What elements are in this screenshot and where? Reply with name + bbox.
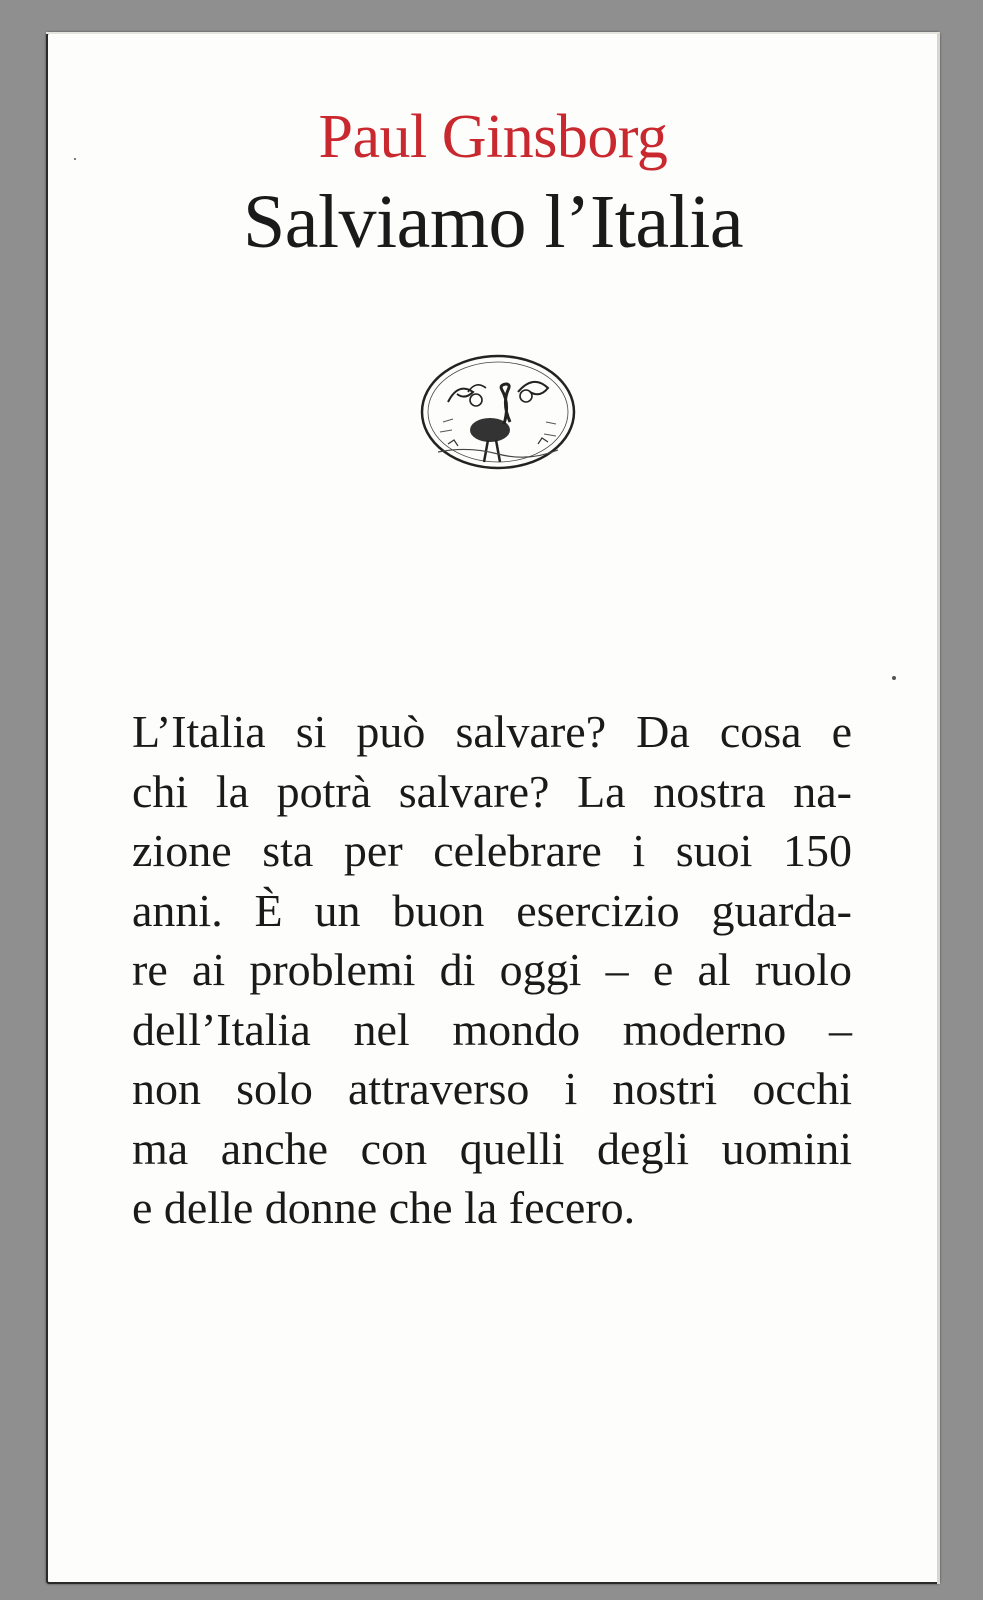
blurb-line: L’Italia si può salvare? Da cosa e bbox=[132, 706, 852, 757]
blurb-line: zione sta per celebrare i suoi 150 bbox=[132, 825, 852, 876]
blurb-line: e delle donne che la fecero. bbox=[132, 1182, 636, 1233]
blurb-line: non solo attraverso i nostri occhi bbox=[132, 1063, 852, 1114]
publisher-ostrich-emblem-icon bbox=[418, 352, 578, 472]
author-name: Paul Ginsborg bbox=[318, 103, 668, 171]
book-cover bbox=[46, 32, 940, 1584]
blurb-line: re ai problemi di oggi – e al ruolo bbox=[132, 944, 852, 995]
blurb-line: ma anche con quelli degli uomini bbox=[132, 1122, 852, 1174]
blurb-text bbox=[132, 702, 852, 1238]
paper-speck bbox=[892, 676, 896, 680]
paper-speck bbox=[74, 158, 76, 160]
blurb-line: chi la potrà salvare? La nostra na- bbox=[132, 765, 852, 817]
book-title: Salviamo l’Italia bbox=[242, 180, 744, 264]
blurb-line: dell’Italia nel mondo moderno – bbox=[132, 1003, 852, 1055]
blurb-line: anni. È un buon esercizio guarda- bbox=[132, 884, 852, 936]
